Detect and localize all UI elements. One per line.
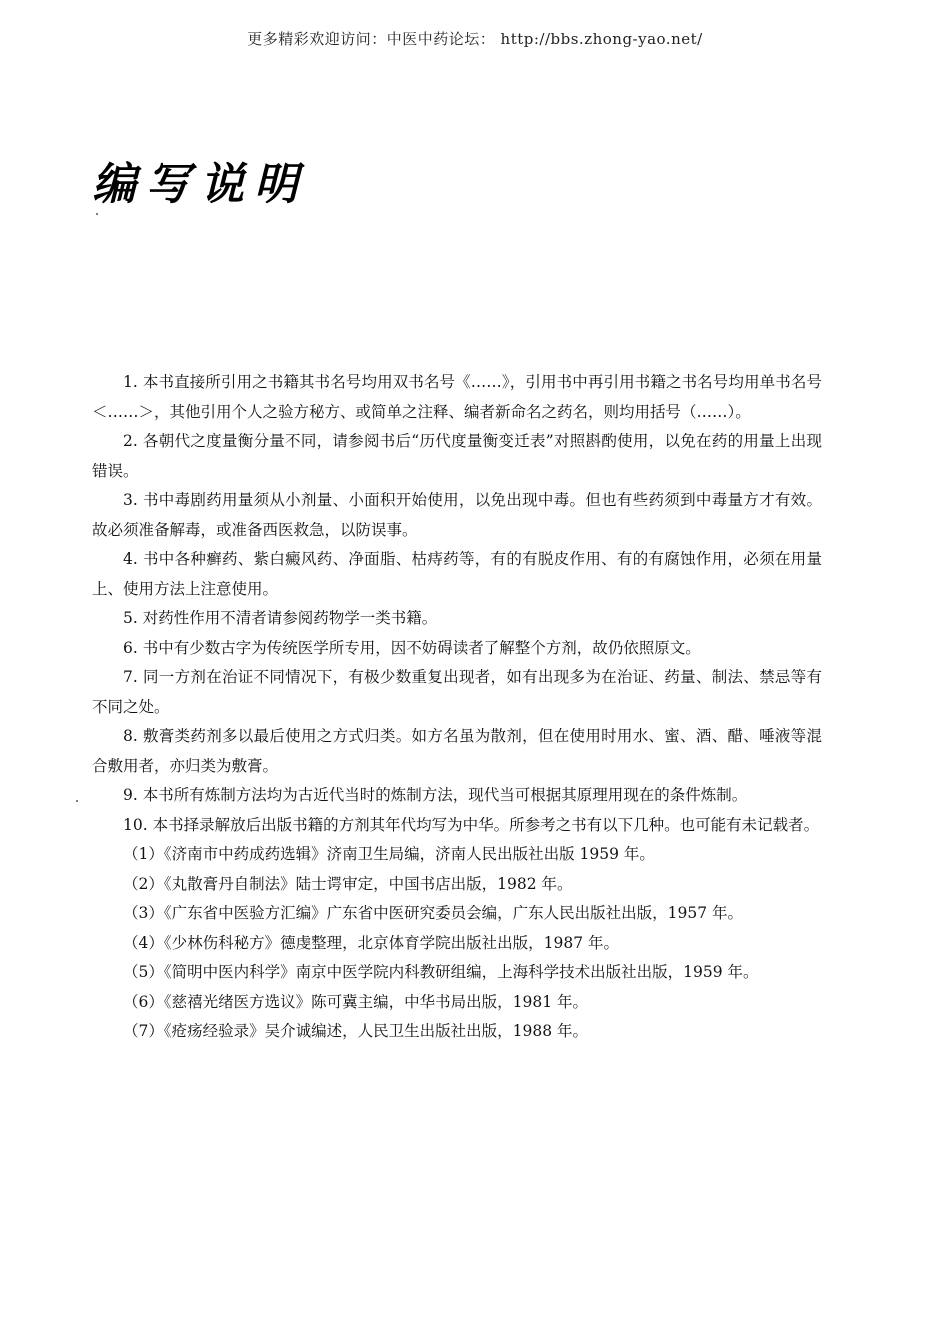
note-item-9: 9. 本书所有炼制方法均为古近代当时的炼制方法，现代当可根据其原理用现在的条件炼制。 [123, 786, 748, 804]
note-item-10: 10. 本书择录解放后出版书籍的方剂其年代均写为中华。所参考之书有以下几种。也可能有未记载者。 [123, 815, 820, 834]
note-item-4: 4. 书中各种癣药、紫白癜风药、净面脂、枯痔药等，有的有脱皮作用、有的有腐蚀作用，必须在用量上、使用方法上注意使用。 [92, 550, 822, 598]
note-item-6: 6. 书中有少数古字为传统医学所专用，因不妨碍读者了解整个方剂，故仍依照原文。 [123, 638, 701, 657]
reference-item-3: （3）《广东省中医验方汇编》广东省中医研究委员会编，广东人民出版社出版，1957 年。 [123, 904, 743, 922]
reference-item-5: （5）《简明中医内科学》南京中医学院内科教研组编，上海科学技术出版社出版，1959 年。 [123, 963, 759, 981]
reference-item-6: （6）《慈禧光绪医方选议》陈可冀主编，中华书局出版，1981 年。 [123, 992, 588, 1011]
note-item-3: 3. 书中毒剧药用量须从小剂量、小面积开始使用，以免出现中毒。但也有些药须到中毒量方才有效。故必须准备解毒，或准备西医救急，以防误事。 [92, 491, 822, 539]
reference-item-4: （4）《少林伤科秘方》德虔整理，北京体育学院出版社出版，1987 年。 [123, 933, 619, 952]
note-item-5: 5. 对药性作用不清者请参阅药物学一类书籍。 [123, 609, 438, 627]
scan-speck [96, 213, 98, 215]
reference-item-2: （2）《丸散膏丹自制法》陆士谔审定，中国书店出版，1982 年。 [123, 874, 573, 893]
scan-speck [76, 800, 78, 802]
page-title: 编写说明 [92, 159, 308, 210]
note-item-1: 1. 本书直接所引用之书籍其书名号均用双书名号《……》，引用书中再引用书籍之书名号均用单书名号＜……＞，其他引用个人之验方秘方、或简单之注释、编者新命名之药名，则均用括号（……）。 [92, 373, 822, 421]
note-item-8: 8. 敷膏类药剂多以最后使用之方式归类。如方名虽为散剂，但在使用时用水、蜜、酒、醋、唾液等混合敷用者，亦归类为敷膏。 [92, 727, 822, 775]
site-banner: 更多精彩欢迎访问：中医中药论坛： http://bbs.zhong-yao.net/ [247, 30, 703, 48]
note-item-7: 7. 同一方剂在治证不同情况下，有极少数重复出现者，如有出现多为在治证、药量、制法、禁忌等有不同之处。 [92, 668, 822, 716]
note-item-2: 2. 各朝代之度量衡分量不同，请参阅书后“历代度量衡变迁表”对照斟酌使用，以免在药的用量上出现错误。 [92, 432, 822, 480]
reference-list [92, 840, 822, 1047]
reference-item-1: （1）《济南市中药成药选辑》济南卫生局编，济南人民出版社出版 1959 年。 [123, 845, 655, 863]
reference-item-7: （7）《疮疡经验录》吴介诚编述，人民卫生出版社出版，1988 年。 [123, 1022, 588, 1040]
document-body [92, 368, 822, 1047]
